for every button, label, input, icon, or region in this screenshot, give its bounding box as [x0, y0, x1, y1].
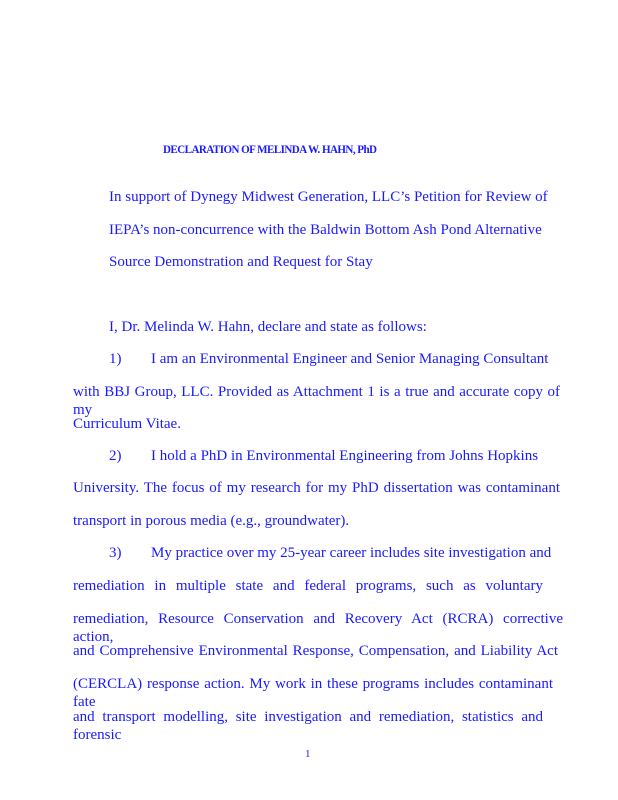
intro-line: In support of Dynegy Midwest Generation, LLC’s Petition for Review of [109, 189, 548, 205]
paragraph-line: remediation in multiple state and federal programs, such as voluntary [73, 578, 543, 594]
paragraph-line: (CERCLA) response action. My work in these programs includes contaminant fate [73, 676, 553, 710]
paragraph-line: transport in porous media (e.g., groundwater). [73, 513, 350, 529]
paragraph-first-line: I am an Environmental Engineer and Senior Managing Consultant [151, 351, 549, 367]
paragraph-line: and transport modelling, site investigation and remediation, statistics and forensic [73, 709, 543, 743]
intro-line: Source Demonstration and Request for Stay [109, 254, 373, 270]
paragraph-first-line: I hold a PhD in Environmental Engineering from Johns Hopkins [151, 448, 539, 464]
page-number: 1 [305, 748, 311, 760]
paragraph-number: 1) [109, 351, 122, 367]
declaration-statement: I, Dr. Melinda W. Hahn, declare and state as follows: [109, 319, 427, 335]
paragraph-line: and Comprehensive Environmental Response, Compensation, and Liability Act [73, 643, 558, 659]
intro-line: IEPA’s non-concurrence with the Baldwin Bottom Ash Pond Alternative [109, 222, 542, 238]
paragraph-number: 2) [109, 448, 122, 464]
paragraph-number: 3) [109, 545, 122, 561]
paragraph-line: remediation, Resource Conservation and Recovery Act (RCRA) corrective action, [73, 611, 563, 645]
paragraph-line: Curriculum Vitae. [73, 416, 181, 432]
document-title: DECLARATION OF MELINDA W. HAHN, PhD [163, 142, 377, 156]
paragraph-line: with BBJ Group, LLC. Provided as Attachment 1 is a true and accurate copy of my [73, 384, 560, 418]
paragraph-line: University. The focus of my research for my PhD dissertation was contaminant [73, 480, 560, 496]
paragraph-first-line: My practice over my 25-year career includes site investigation and [151, 545, 552, 561]
